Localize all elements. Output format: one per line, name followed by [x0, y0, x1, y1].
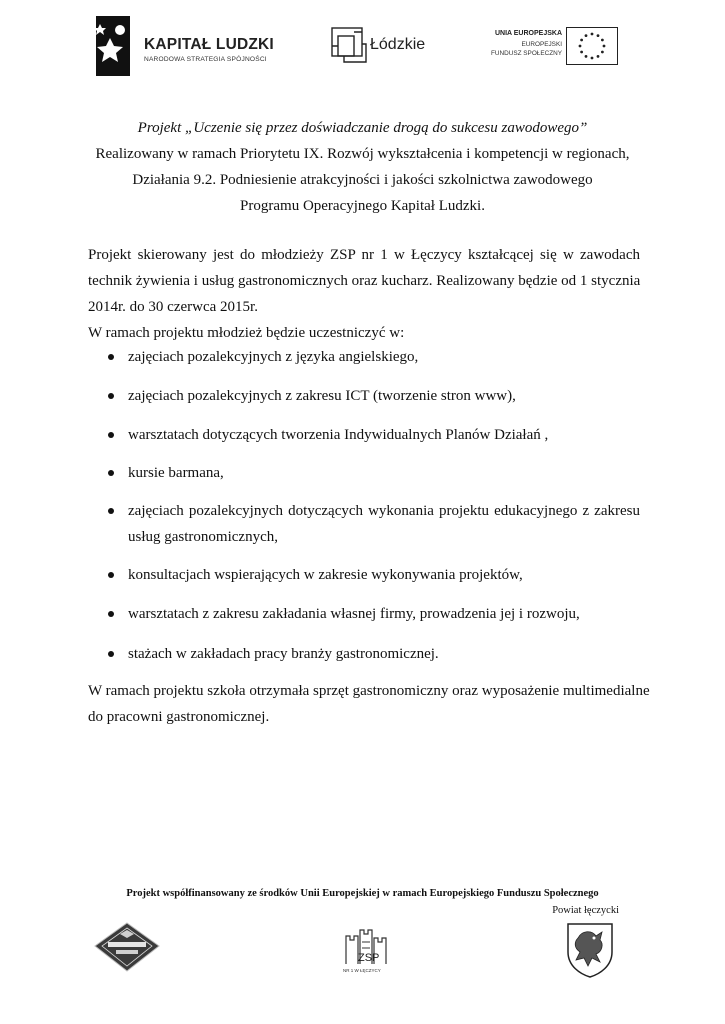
zsp-subtitle: NR 1 W ŁĘCZYCY — [343, 968, 381, 973]
eu-logo — [472, 24, 622, 68]
powiat-label: Powiat łęczycki — [552, 905, 619, 916]
lodzkie-name: Łódzkie — [370, 36, 426, 53]
description-line-3: 2014r. do 30 czerwca 2015r. — [88, 299, 258, 315]
closing-paragraph — [88, 678, 650, 730]
bullet-icon — [108, 393, 114, 399]
eu-star-icon — [580, 39, 583, 42]
list-item-text: warsztatach z zakresu zakładania własnej firmy, prowadzenia jej i rozwoju, — [128, 606, 580, 622]
list-item-text: stażach w zakładach pracy branży gastronomicznej. — [128, 646, 439, 662]
intro-line-3: Działania 9.2. Podniesienie atrakcyjności i jakości szkolnictwa zawodowego — [132, 172, 593, 188]
school-badge-logo — [94, 922, 160, 972]
eu-star-icon — [603, 45, 606, 48]
eu-star-icon — [597, 55, 600, 58]
list-item-text: warsztatach dotyczących tworzenia Indywidualnych Planów Działań , — [128, 427, 549, 443]
eu-line-2: EUROPEJSKI — [521, 41, 562, 48]
closing-line-1: W ramach projektu szkoła otrzymała sprzęt gastronomiczny oraz wyposażenie multimedialne — [88, 683, 650, 699]
eu-star-icon — [597, 34, 600, 37]
lodzkie-emblem-icon — [330, 26, 370, 64]
intro-line-4: Programu Operacyjnego Kapitał Ludzki. — [240, 198, 485, 214]
list-item-text: konsultacjach wspierających w zakresie wykonywania projektów, — [128, 567, 523, 583]
description-line-1: Projekt skierowany jest do młodzieży ZSP nr 1 w Łęczycy kształcącej się w zawodach — [88, 247, 640, 263]
list-item-text: kursie barmana, — [128, 465, 224, 481]
kapital-ludzki-emblem-icon — [96, 16, 142, 78]
list-item-text — [128, 498, 640, 550]
eu-star-icon — [585, 55, 588, 58]
list-item-text: zajęciach pozalekcyjnych z zakresu ICT (tworzenie stron www), — [128, 388, 516, 404]
eu-star-icon — [591, 57, 594, 60]
bullet-icon — [108, 651, 114, 657]
description-paragraph — [88, 242, 640, 346]
eu-star-icon — [601, 39, 604, 42]
kapital-ludzki-subtitle: NARODOWA STRATEGIA SPÓJNOŚCI — [144, 56, 267, 63]
zsp-logo — [340, 924, 392, 976]
description-line-2: technik żywienia i usług gastronomicznych oraz kucharz. Realizowany będzie od 1 stycznia — [88, 273, 641, 289]
eu-star-icon — [591, 33, 594, 36]
project-title: Projekt „Uczenie się przez doświadczanie drogą do sukcesu zawodowego” — [137, 120, 588, 136]
list-item-text-line-1: zajęciach pozalekcyjnych dotyczących wykonania projektu edukacyjnego z zakresu — [128, 503, 640, 519]
kapital-ludzki-logo — [96, 16, 286, 78]
eu-star-icon — [579, 45, 582, 48]
coat-of-arms-icon — [566, 922, 614, 978]
bullet-icon — [108, 354, 114, 360]
list-item-text-line-2: usług gastronomicznych, — [128, 529, 278, 545]
bullet-icon — [108, 572, 114, 578]
closing-line-2: do pracowni gastronomicznej. — [88, 709, 270, 725]
eu-star-icon — [601, 51, 604, 54]
eu-flag-icon — [566, 27, 618, 65]
lodzkie-logo — [330, 26, 430, 66]
eu-line-3: FUNDUSZ SPOŁECZNY — [490, 50, 562, 57]
list-item-text: zajęciach pozalekcyjnych z języka angielskiego, — [128, 349, 419, 365]
eu-star-icon — [580, 51, 583, 54]
zsp-name: ZSP — [358, 952, 380, 964]
eu-star-icon — [585, 34, 588, 37]
bullet-icon — [108, 611, 114, 617]
bullet-icon — [108, 470, 114, 476]
bullet-icon — [108, 508, 114, 514]
school-badge-icon — [94, 922, 160, 972]
intro-line-2: Realizowany w ramach Priorytetu IX. Rozwój wykształcenia i kompetencji w regionach, — [95, 146, 630, 162]
cofinancing-note: Projekt współfinansowany ze środków Unii Europejskiej w ramach Europejskiego Funduszu Społecznego — [126, 888, 599, 899]
bullet-icon — [108, 432, 114, 438]
powiat-coat-of-arms — [566, 922, 614, 978]
eu-line-1: UNIA EUROPEJSKA — [494, 30, 562, 37]
description-line-4: W ramach projektu młodzież będzie uczestniczyć w: — [88, 325, 405, 341]
kapital-ludzki-title: KAPITAŁ LUDZKI — [144, 36, 274, 53]
